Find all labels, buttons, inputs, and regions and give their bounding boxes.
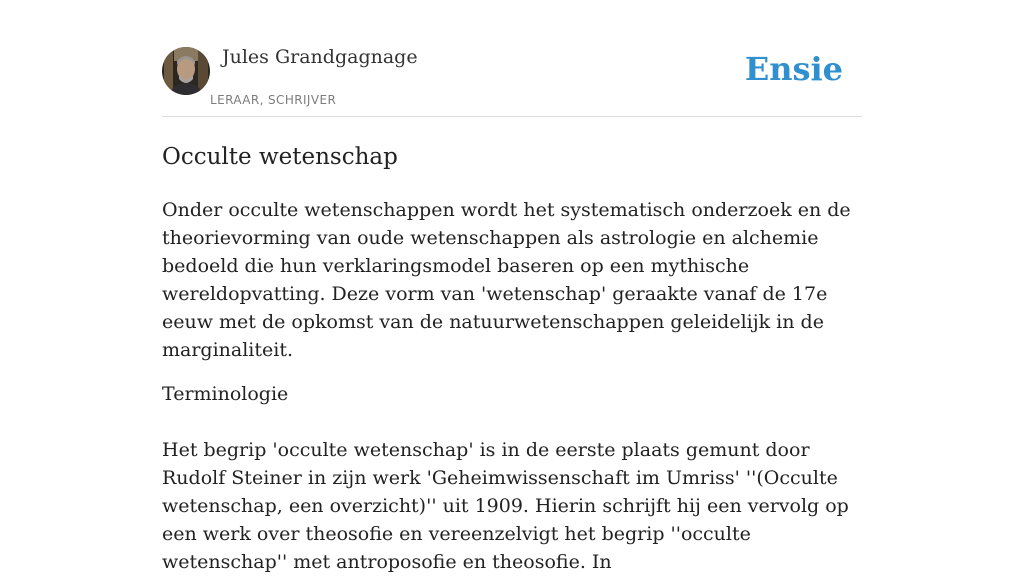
ensie-logo[interactable]: Ensie [744,50,843,88]
author-header [162,0,862,117]
section-heading: Terminologie [162,382,289,405]
article-container [162,0,862,576]
author-name[interactable]: Jules Grandgagnage [222,46,418,68]
avatar-photo [162,47,210,95]
article-intro: Onder occulte wetenschappen wordt het systematisch onderzoek en de theorievorming van oude wetenschappen als astrologie en alchemie bedoeld die hun verklaringsmodel baseren op een mythische wereldopvatting. Deze vorm van 'wetenschap' geraakte vanaf de 17e eeuw met de opkomst van de natuurwetenschappen geleidelijk in de marginaliteit. [162,198,851,361]
article-title: Occulte wetenschap [162,144,398,170]
author-avatar[interactable] [162,47,210,95]
section-body: Het begrip 'occulte wetenschap' is in de eerste plaats gemunt door Rudolf Steiner in zijn werk 'Geheimwissenschaft im Umriss' ''(Occulte wetenschap, een overzicht)'' uit 1909. Hierin schrijft hij een vervolg op een werk over theosofie en vereenzelvigt het begrip ''occulte wetenschap'' met antroposofie en theosofie. In [162,438,849,573]
author-role: LERAAR, SCHRIJVER [210,93,337,107]
